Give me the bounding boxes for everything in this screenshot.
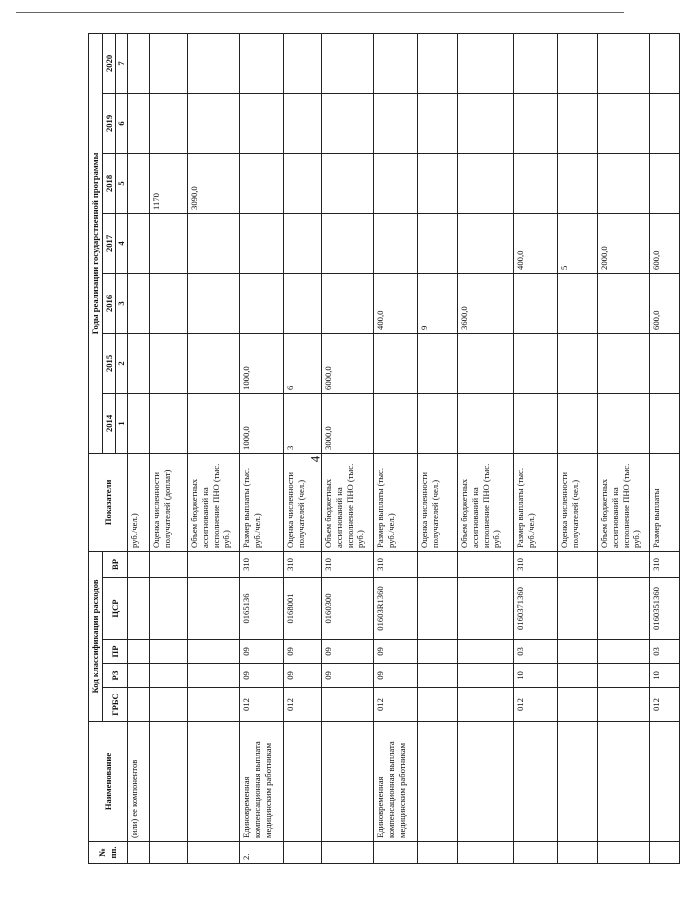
cell-name: (или) ее компонентов [128, 722, 150, 842]
column-number: 3 [116, 273, 128, 333]
cell-year-value [128, 273, 150, 333]
cell-vr: 310 [650, 551, 680, 577]
cell-csr: 01603R1360 [374, 578, 418, 640]
cell-year-value [650, 393, 680, 453]
cell-year-value [150, 93, 188, 153]
cell-rz: 09 [322, 664, 374, 688]
header-no: № пп. [89, 842, 128, 864]
header-pr: ПР [102, 640, 127, 664]
table-row [598, 33, 650, 863]
cell-name [150, 722, 188, 842]
cell-name [514, 722, 558, 842]
table-row [374, 33, 418, 863]
cell-year-value: 6 [284, 333, 322, 393]
cell-year-value [418, 153, 458, 213]
cell-no [322, 842, 374, 864]
cell-csr: 0160351360 [650, 578, 680, 640]
cell-year-value [188, 33, 240, 93]
cell-year-value [150, 213, 188, 273]
cell-csr [558, 578, 598, 640]
top-rule [16, 12, 624, 13]
cell-rz [150, 664, 188, 688]
cell-year-value [188, 333, 240, 393]
table-row [650, 33, 680, 863]
cell-year-value [558, 273, 598, 333]
cell-no [458, 842, 514, 864]
table-row [128, 33, 150, 863]
header-indicators: Показатели [89, 453, 128, 551]
cell-year-value [240, 33, 284, 93]
cell-year-value [558, 333, 598, 393]
cell-grbs [458, 688, 514, 722]
cell-rz [128, 664, 150, 688]
header-codes: Код классификации расходов [89, 551, 103, 721]
cell-year-value [322, 33, 374, 93]
cell-name [650, 722, 680, 842]
cell-year-value: 5 [558, 213, 598, 273]
cell-year-value [374, 393, 418, 453]
cell-year-value [128, 393, 150, 453]
cell-year-value [598, 393, 650, 453]
cell-csr [188, 578, 240, 640]
cell-year-value [284, 273, 322, 333]
cell-year-value [458, 93, 514, 153]
cell-year-value [322, 273, 374, 333]
cell-year-value [514, 393, 558, 453]
cell-year-value [598, 153, 650, 213]
cell-grbs: 012 [650, 688, 680, 722]
header-name: Наименование [89, 722, 128, 842]
cell-year-value [598, 333, 650, 393]
cell-vr: 310 [374, 551, 418, 577]
cell-pr: 09 [240, 640, 284, 664]
cell-year-value [374, 153, 418, 213]
table-row [322, 33, 374, 863]
table-row [558, 33, 598, 863]
cell-year-value [514, 153, 558, 213]
cell-no [150, 842, 188, 864]
cell-year-value [418, 33, 458, 93]
cell-name [284, 722, 322, 842]
cell-year-value [514, 33, 558, 93]
cell-pr [418, 640, 458, 664]
cell-year-value [188, 393, 240, 453]
cell-year-value [598, 93, 650, 153]
cell-vr [188, 551, 240, 577]
cell-name [188, 722, 240, 842]
cell-no [514, 842, 558, 864]
cell-year-value: 600,0 [650, 213, 680, 273]
cell-pr: 03 [650, 640, 680, 664]
cell-vr: 310 [284, 551, 322, 577]
cell-year-value [558, 153, 598, 213]
cell-year-value: 3600,0 [458, 273, 514, 333]
cell-rz: 10 [650, 664, 680, 688]
cell-rz: 10 [514, 664, 558, 688]
cell-csr: 0165136 [240, 578, 284, 640]
cell-ind: Объем бюджетных ассигнований на исполнение ПНО (тыс. руб.) [188, 453, 240, 551]
cell-year-value [188, 93, 240, 153]
cell-year-value [458, 213, 514, 273]
cell-pr [188, 640, 240, 664]
cell-year-value [240, 93, 284, 153]
cell-year-value [598, 33, 650, 93]
cell-year-value [240, 213, 284, 273]
header-years: Годы реализации государственной программы [89, 33, 103, 453]
cell-pr: 09 [322, 640, 374, 664]
cell-year-value [150, 33, 188, 93]
table-row [458, 33, 514, 863]
cell-ind: Оценка численности получателей (чел.) [418, 453, 458, 551]
cell-year-value [458, 33, 514, 93]
cell-vr [558, 551, 598, 577]
cell-year-value [188, 213, 240, 273]
cell-pr [598, 640, 650, 664]
cell-year-value [598, 273, 650, 333]
cell-rz [418, 664, 458, 688]
header-grbs: ГРБС [102, 688, 127, 722]
cell-year-value [418, 93, 458, 153]
cell-pr: 09 [374, 640, 418, 664]
table-row [240, 33, 284, 863]
cell-pr: 03 [514, 640, 558, 664]
cell-year-value [458, 153, 514, 213]
cell-name [418, 722, 458, 842]
column-number: 6 [116, 93, 128, 153]
cell-pr [150, 640, 188, 664]
cell-grbs: 012 [514, 688, 558, 722]
header-year: 2017 [102, 213, 116, 273]
cell-ind: Объем бюджетных ассигнований на исполнение ПНО (тыс. руб.) [598, 453, 650, 551]
header-year: 2015 [102, 333, 116, 393]
cell-rz: 09 [240, 664, 284, 688]
cell-year-value [514, 333, 558, 393]
cell-grbs [150, 688, 188, 722]
document-scan [88, 34, 662, 864]
column-number: 5 [116, 153, 128, 213]
cell-ind: Объем бюджетных ассигнований на исполнение ПНО (тыс. руб.) [458, 453, 514, 551]
cell-year-value [418, 333, 458, 393]
cell-year-value [374, 213, 418, 273]
cell-year-value [128, 93, 150, 153]
cell-year-value [322, 153, 374, 213]
cell-year-value: 1000,0 [240, 333, 284, 393]
cell-year-value [240, 273, 284, 333]
cell-rz [188, 664, 240, 688]
cell-year-value [322, 213, 374, 273]
cell-vr [418, 551, 458, 577]
rotated-table-container [88, 34, 662, 864]
cell-year-value [128, 213, 150, 273]
cell-year-value [514, 273, 558, 333]
cell-year-value [458, 393, 514, 453]
column-number: 2 [116, 333, 128, 393]
cell-year-value: 400,0 [374, 273, 418, 333]
cell-year-value [284, 33, 322, 93]
cell-vr: 310 [322, 551, 374, 577]
cell-year-value [558, 33, 598, 93]
cell-grbs [558, 688, 598, 722]
cell-year-value [150, 333, 188, 393]
cell-pr: 09 [284, 640, 322, 664]
cell-grbs: 012 [240, 688, 284, 722]
header-year: 2020 [102, 33, 116, 93]
cell-year-value [650, 93, 680, 153]
cell-vr: 310 [240, 551, 284, 577]
cell-no [374, 842, 418, 864]
column-number: 4 [116, 213, 128, 273]
cell-csr: 0160371360 [514, 578, 558, 640]
cell-year-value [150, 273, 188, 333]
cell-ind: Размер выплаты (тыс. руб./чел.) [240, 453, 284, 551]
column-number: 1 [116, 393, 128, 453]
cell-no [188, 842, 240, 864]
cell-year-value [650, 153, 680, 213]
column-number: 7 [116, 33, 128, 93]
cell-csr [128, 578, 150, 640]
cell-year-value [128, 33, 150, 93]
cell-grbs [598, 688, 650, 722]
cell-csr: 0160300 [322, 578, 374, 640]
table-body [128, 33, 680, 863]
cell-no [650, 842, 680, 864]
program-table [88, 33, 680, 864]
cell-year-value [650, 33, 680, 93]
cell-year-value: 3090,0 [188, 153, 240, 213]
cell-vr [598, 551, 650, 577]
cell-name [322, 722, 374, 842]
header-csr: ЦСР [102, 578, 127, 640]
cell-year-value [322, 93, 374, 153]
cell-rz: 09 [284, 664, 322, 688]
cell-no: 2. [240, 842, 284, 864]
cell-year-value [284, 93, 322, 153]
cell-no [598, 842, 650, 864]
header-rz: РЗ [102, 664, 127, 688]
cell-year-value [284, 153, 322, 213]
cell-year-value: 600,0 [650, 273, 680, 333]
cell-year-value [374, 333, 418, 393]
cell-year-value: 3000,0 [322, 393, 374, 453]
cell-year-value [558, 393, 598, 453]
cell-vr [150, 551, 188, 577]
cell-grbs: 012 [374, 688, 418, 722]
cell-ind: Размер выплаты (тыс. руб./чел.) [514, 453, 558, 551]
cell-year-value [650, 333, 680, 393]
header-year: 2016 [102, 273, 116, 333]
cell-ind: Объем бюджетных ассигнований на исполнение ПНО (тыс. руб.) [322, 453, 374, 551]
cell-rz [598, 664, 650, 688]
cell-year-value [418, 393, 458, 453]
cell-year-value [558, 93, 598, 153]
header-vr: ВР [102, 551, 127, 577]
cell-name [458, 722, 514, 842]
cell-year-value: 6000,0 [322, 333, 374, 393]
table-row [418, 33, 458, 863]
cell-year-value [458, 333, 514, 393]
table-row [284, 33, 322, 863]
cell-name: Единовременная компенсационная выплата медицинским работникам [374, 722, 418, 842]
cell-year-value [418, 213, 458, 273]
cell-year-value: 9 [418, 273, 458, 333]
cell-grbs [322, 688, 374, 722]
cell-year-value: 400,0 [514, 213, 558, 273]
header-year: 2018 [102, 153, 116, 213]
cell-no [128, 842, 150, 864]
cell-rz: 09 [374, 664, 418, 688]
cell-grbs [418, 688, 458, 722]
cell-vr [458, 551, 514, 577]
cell-year-value [514, 93, 558, 153]
cell-year-value [188, 273, 240, 333]
cell-pr [458, 640, 514, 664]
cell-year-value: 3 [284, 393, 322, 453]
cell-name: Единовременная компенсационная выплата медицинским работникам [240, 722, 284, 842]
header-year: 2019 [102, 93, 116, 153]
cell-name [598, 722, 650, 842]
cell-ind: Оценка численности получателей (чел.) [284, 453, 322, 551]
cell-rz [458, 664, 514, 688]
cell-year-value [374, 33, 418, 93]
cell-ind: Размер выплаты (тыс. руб./чел.) [374, 453, 418, 551]
cell-grbs: 012 [284, 688, 322, 722]
cell-year-value [128, 153, 150, 213]
cell-rz [558, 664, 598, 688]
cell-csr [150, 578, 188, 640]
cell-year-value [374, 93, 418, 153]
cell-year-value [128, 333, 150, 393]
cell-csr [418, 578, 458, 640]
cell-year-value: 1000,0 [240, 393, 284, 453]
cell-csr: 0168001 [284, 578, 322, 640]
cell-ind: Оценка численности получателей (доплат) [150, 453, 188, 551]
header-year: 2014 [102, 393, 116, 453]
cell-year-value: 1170 [150, 153, 188, 213]
cell-vr [128, 551, 150, 577]
cell-year-value [284, 213, 322, 273]
cell-pr [128, 640, 150, 664]
cell-ind: Размер выплаты [650, 453, 680, 551]
cell-vr: 310 [514, 551, 558, 577]
cell-grbs [188, 688, 240, 722]
table-row [188, 33, 240, 863]
cell-no [418, 842, 458, 864]
cell-csr [598, 578, 650, 640]
cell-ind: руб./чел.) [128, 453, 150, 551]
page-number: 4 [307, 455, 323, 463]
cell-year-value [240, 153, 284, 213]
cell-csr [458, 578, 514, 640]
cell-ind: Оценка численности получателей (чел.) [558, 453, 598, 551]
cell-pr [558, 640, 598, 664]
cell-name [558, 722, 598, 842]
cell-no [558, 842, 598, 864]
cell-grbs [128, 688, 150, 722]
cell-no [284, 842, 322, 864]
cell-year-value: 2000,0 [598, 213, 650, 273]
cell-year-value [150, 393, 188, 453]
table-row [150, 33, 188, 863]
table-row [514, 33, 558, 863]
